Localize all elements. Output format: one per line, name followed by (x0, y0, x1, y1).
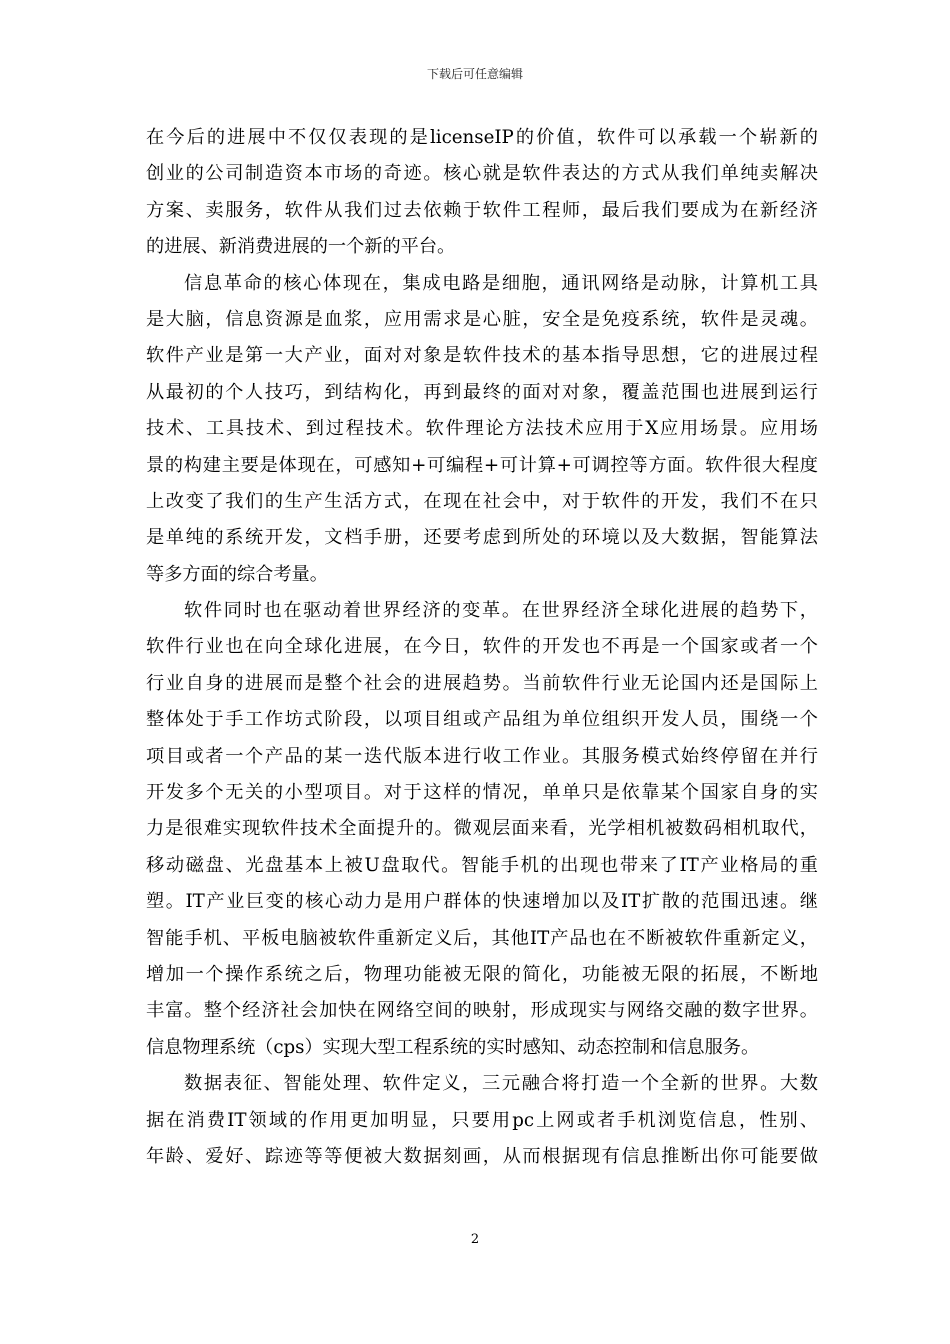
text-line: 信息物理系统（cps）实现大型工程系统的实时感知、动态控制和信息服务。 (146, 1036, 760, 1058)
text-line: 是大脑，信息资源是血浆，应用需求是心脏，安全是免疫系统，软件是灵魂。 (146, 308, 818, 330)
text-line: 软件行业也在向全球化进展，在今日，软件的开发也不再是一个国家或者一个 (146, 636, 818, 658)
page-number: 2 (470, 1232, 480, 1247)
text-line: 力是很难实现软件技术全面提升的。微观层面来看，光学相机被数码相机取代， (146, 818, 818, 840)
text-line: 智能手机、平板电脑被软件重新定义后，其他IT产品也在不断被软件重新定义， (146, 927, 818, 949)
document-body (146, 120, 818, 1175)
text-line: 移动磁盘、光盘基本上被U盘取代。智能手机的出现也带来了IT产业格局的重 (146, 854, 818, 876)
text-line: 景的构建主要是体现在，可感知+可编程+可计算+可调控等方面。软件很大程度 (146, 454, 818, 476)
text-line: 整体处于手工作坊式阶段，以项目组或产品组为单位组织开发人员，围绕一个 (146, 709, 818, 731)
text-line: 方案、卖服务，软件从我们过去依赖于软件工程师，最后我们要成为在新经济 (146, 199, 818, 221)
text-line: 是单纯的系统开发，文档手册，还要考虑到所处的环境以及大数据，智能算法 (146, 527, 818, 549)
paragraph-first-line: 信息革命的核心体现在，集成电路是细胞，通讯网络是动脉，计算机工具 (184, 272, 818, 294)
text-line: 技术、工具技术、到过程技术。软件理论方法技术应用于X应用场景。应用场 (146, 418, 818, 440)
text-line: 在今后的进展中不仅仅表现的是licenseIP的价值，软件可以承载一个崭新的 (146, 127, 818, 148)
text-line: 开发多个无关的小型项目。对于这样的情况，单单只是依靠某个国家自身的实 (146, 782, 818, 804)
text-line: 软件产业是第一大产业，面对对象是软件技术的基本指导思想，它的进展过程 (146, 345, 818, 367)
paragraph-first-line: 数据表征、智能处理、软件定义，三元融合将打造一个全新的世界。大数 (184, 1073, 818, 1095)
text-line: 塑。IT产业巨变的核心动力是用户群体的快速增加以及IT扩散的范围迅速。继 (146, 891, 818, 913)
text-line: 行业自身的进展而是整个社会的进展趋势。当前软件行业无论国内还是国际上 (146, 672, 818, 694)
text-line: 的进展、新消费进展的一个新的平台。 (146, 236, 456, 258)
text-line: 从最初的个人技巧，到结构化，再到最终的面对对象，覆盖范围也进展到运行 (146, 381, 818, 403)
page-header: 下载后可任意编辑 (426, 67, 523, 81)
text-line: 等多方面的综合考量。 (146, 563, 328, 585)
text-line: 据在消费IT领域的作用更加明显，只要用pc上网或者手机浏览信息，性别、 (146, 1109, 818, 1131)
text-line: 创业的公司制造资本市场的奇迹。核心就是软件表达的方式从我们单纯卖解决 (146, 163, 818, 185)
paragraph-first-line: 软件同时也在驱动着世界经济的变革。在世界经济全球化进展的趋势下， (184, 600, 818, 622)
text-line: 上改变了我们的生产生活方式，在现在社会中，对于软件的开发，我们不在只 (146, 490, 818, 512)
text-line: 增加一个操作系统之后，物理功能被无限的简化，功能被无限的拓展，不断地 (146, 963, 818, 985)
text-line: 项目或者一个产品的某一迭代版本进行收工作业。其服务模式始终停留在并行 (146, 745, 818, 767)
text-line: 年龄、爱好、踪迹等等便被大数据刻画，从而根据现有信息推断出你可能要做 (146, 1145, 818, 1167)
text-line: 丰富。整个经济社会加快在网络空间的映射，形成现实与网络交融的数字世界。 (146, 1000, 818, 1022)
